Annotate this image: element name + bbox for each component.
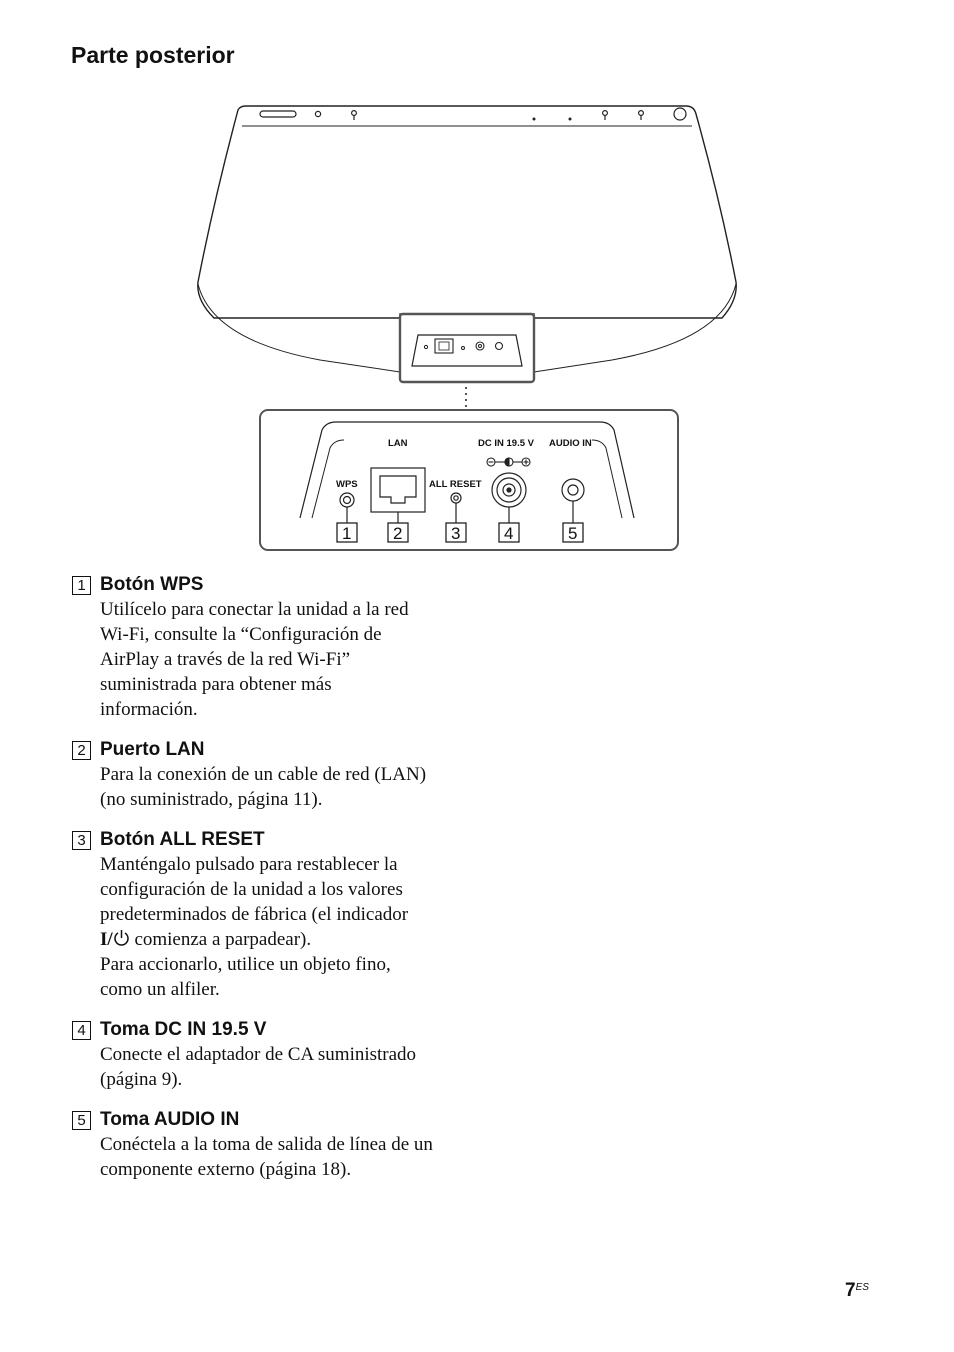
item-title: Toma DC IN 19.5 V — [100, 1019, 267, 1040]
item-lan — [72, 738, 472, 812]
item-description: Conecte el adaptador de CA suministrado (página 9). — [100, 1044, 417, 1090]
svg-text:1: 1 — [342, 524, 352, 543]
item-number: 2 — [72, 741, 91, 760]
rear-panel-diagram — [0, 0, 954, 560]
callout-1 — [337, 523, 357, 543]
polarity-icon — [487, 458, 530, 466]
item-number: 4 — [72, 1021, 91, 1040]
top-button-icon — [260, 111, 296, 117]
svg-text:2: 2 — [393, 524, 403, 543]
svg-text:3: 3 — [451, 524, 461, 543]
zoom-connector — [465, 387, 467, 407]
page-number-suffix: ES — [855, 1282, 869, 1293]
item-audio-in — [72, 1108, 472, 1182]
item-dc-in — [72, 1018, 472, 1092]
lan-label: LAN — [388, 438, 408, 449]
wps-button-icon — [340, 493, 354, 523]
item-wps — [72, 573, 472, 722]
top-controls — [260, 108, 686, 120]
item-description: Conéctela a la toma de salida de línea de un componente externo (página 18). — [100, 1134, 433, 1180]
speaker-body — [198, 106, 736, 372]
lan-port-icon — [371, 468, 425, 523]
rear-panel-detail — [260, 410, 678, 550]
item-number: 3 — [72, 831, 91, 850]
item-title: Toma AUDIO IN — [100, 1109, 240, 1130]
item-description: Utilícelo para conectar la unidad a la red Wi-Fi, consulte la “Configuración de AirPlay a través de la red Wi-Fi” suministrada para obtener más información. — [100, 599, 409, 720]
page-number: $7^{ES}$ — [845, 1280, 869, 1301]
item-title: Botón ALL RESET — [100, 829, 265, 850]
callout-3 — [446, 523, 466, 543]
dc-in-jack-icon — [492, 473, 526, 523]
wps-label: WPS — [336, 479, 358, 490]
item-description: Para la conexión de un cable de red (LAN) (no suministrado, página 11). — [100, 764, 427, 810]
power-icon — [113, 929, 130, 947]
audio-in-label: AUDIO IN — [549, 438, 592, 449]
item-number: 1 — [72, 576, 91, 595]
power-indicator-symbol: I/ — [100, 929, 113, 950]
svg-text:4: 4 — [504, 524, 514, 543]
item-description: Manténgalo pulsado para restablecer la configuración de la unidad a los valores predeterminados de fábrica (el indicador I/ comienza a parpadear). Para accionarlo, utilice un objeto fino, como un alfiler. — [100, 854, 409, 1000]
top-round-button-icon — [674, 108, 686, 120]
all-reset-label: ALL RESET — [429, 479, 482, 490]
top-led-icon — [352, 111, 357, 116]
dc-in-label: DC IN 19.5 V — [478, 438, 534, 449]
svg-text:5: 5 — [568, 524, 578, 543]
item-all-reset — [72, 828, 472, 1002]
all-reset-button-icon — [451, 493, 461, 523]
callout-2 — [388, 523, 408, 543]
item-title: Puerto LAN — [100, 739, 205, 760]
rear-panel-small — [400, 314, 534, 382]
callout-4 — [499, 523, 519, 543]
page-title: Parte posterior — [71, 42, 235, 68]
audio-in-jack-icon — [562, 479, 584, 523]
callout-5 — [563, 523, 583, 543]
item-list — [72, 573, 472, 1198]
top-dot-icon — [315, 111, 320, 116]
item-number: 5 — [72, 1111, 91, 1130]
item-title: Botón WPS — [100, 574, 204, 595]
